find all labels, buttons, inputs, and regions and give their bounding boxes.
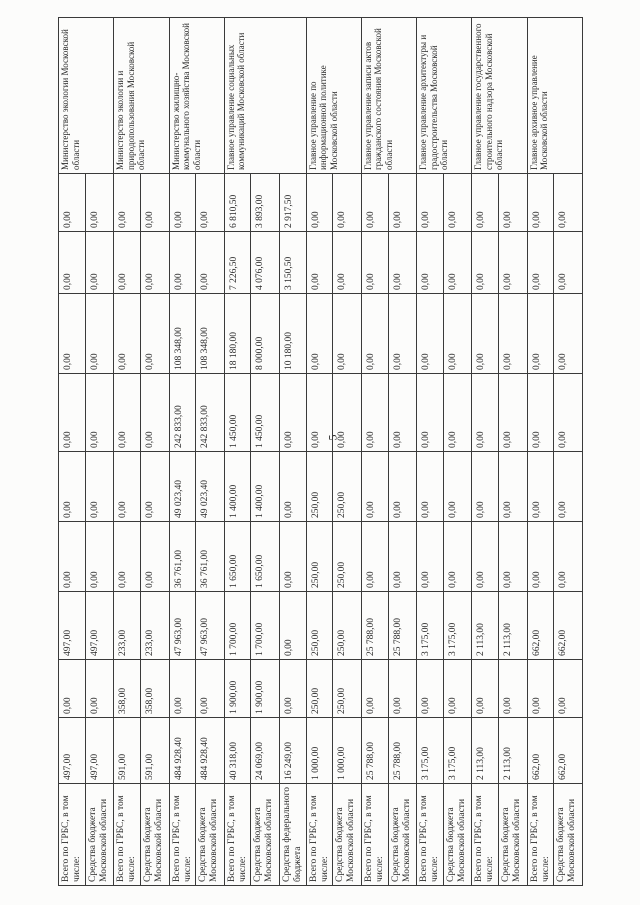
value-cell: 1 400,00 — [251, 452, 280, 522]
value-cell: 0,00 — [388, 294, 417, 374]
responsible-organization: Главное управление государственного строительного надзора Московской области — [472, 18, 527, 174]
value-cell: 0,00 — [59, 374, 86, 452]
value-cell: 497,00 — [85, 592, 114, 660]
value-cell: 484 928,40 — [196, 718, 225, 784]
value-cell: 0,00 — [85, 294, 114, 374]
page-number: 5 — [325, 434, 340, 441]
value-cell: 0,00 — [280, 522, 307, 592]
value-cell: 1 700,00 — [224, 592, 251, 660]
value-cell: 0,00 — [554, 174, 583, 232]
value-cell: 25 788,00 — [388, 592, 417, 660]
row-label: Средства бюджета Московской области — [443, 784, 472, 886]
row-label: Всего по ГРБС, в том числе: — [169, 784, 196, 886]
value-cell: 40 318,00 — [224, 718, 251, 784]
value-cell: 0,00 — [417, 294, 444, 374]
value-cell: 0,00 — [169, 660, 196, 718]
value-cell: 0,00 — [417, 232, 444, 294]
value-cell: 0,00 — [472, 374, 499, 452]
value-cell: 0,00 — [169, 174, 196, 232]
value-cell: 0,00 — [333, 294, 362, 374]
value-cell: 0,00 — [280, 374, 307, 452]
value-cell: 0,00 — [361, 232, 388, 294]
row-label: Средства бюджета Московской области — [554, 784, 583, 886]
value-cell: 0,00 — [114, 374, 141, 452]
value-cell: 1 450,00 — [251, 374, 280, 452]
value-cell: 0,00 — [140, 522, 169, 592]
value-cell: 0,00 — [388, 232, 417, 294]
value-cell: 0,00 — [499, 294, 528, 374]
value-cell: 0,00 — [59, 522, 86, 592]
value-cell: 0,00 — [554, 522, 583, 592]
value-cell: 2 917,50 — [280, 174, 307, 232]
responsible-organization: Главное управление по информационной политике Московской области — [306, 18, 361, 174]
value-cell: 25 788,00 — [361, 592, 388, 660]
value-cell: 0,00 — [333, 174, 362, 232]
value-cell: 1 900,00 — [224, 660, 251, 718]
value-cell: 25 788,00 — [388, 718, 417, 784]
value-cell: 7 226,50 — [224, 232, 251, 294]
table-row — [361, 18, 388, 886]
value-cell: 250,00 — [333, 592, 362, 660]
value-cell: 0,00 — [527, 522, 554, 592]
value-cell: 0,00 — [527, 174, 554, 232]
value-cell: 0,00 — [472, 174, 499, 232]
rotated-table-wrapper — [58, 18, 583, 886]
responsible-organization: Главное архивное управление Московской области — [527, 18, 582, 174]
table-row — [114, 18, 141, 886]
value-cell: 49 023,40 — [196, 452, 225, 522]
value-cell: 497,00 — [85, 718, 114, 784]
value-cell: 0,00 — [443, 294, 472, 374]
value-cell: 0,00 — [59, 660, 86, 718]
value-cell: 250,00 — [333, 522, 362, 592]
value-cell: 0,00 — [85, 232, 114, 294]
value-cell: 0,00 — [140, 232, 169, 294]
value-cell: 0,00 — [417, 452, 444, 522]
value-cell: 0,00 — [472, 294, 499, 374]
value-cell: 0,00 — [169, 232, 196, 294]
row-label: Всего по ГРБС, в том числе: — [417, 784, 444, 886]
value-cell: 0,00 — [361, 294, 388, 374]
responsible-organization: Главное управление архитектуры и градостроительства Московской области — [417, 18, 472, 174]
value-cell: 0,00 — [114, 294, 141, 374]
row-label: Средства бюджета Московской области — [85, 784, 114, 886]
value-cell: 0,00 — [59, 294, 86, 374]
value-cell: 36 761,00 — [196, 522, 225, 592]
value-cell: 0,00 — [196, 232, 225, 294]
value-cell: 10 180,00 — [280, 294, 307, 374]
row-label: Всего по ГРБС, в том числе: — [527, 784, 554, 886]
responsible-organization: Министерство жилищно-коммунального хозяйства Московской области — [169, 18, 224, 174]
value-cell: 0,00 — [114, 522, 141, 592]
value-cell: 0,00 — [417, 174, 444, 232]
value-cell: 0,00 — [443, 660, 472, 718]
row-label: Средства бюджета Московской области — [140, 784, 169, 886]
value-cell: 0,00 — [472, 452, 499, 522]
responsible-organization: Главное управление записи актов гражданского состояния Московской области — [361, 18, 416, 174]
value-cell: 0,00 — [59, 174, 86, 232]
row-label: Средства бюджета Московской области — [499, 784, 528, 886]
value-cell: 0,00 — [417, 522, 444, 592]
value-cell: 0,00 — [196, 174, 225, 232]
value-cell: 0,00 — [333, 374, 362, 452]
value-cell: 0,00 — [361, 522, 388, 592]
value-cell: 250,00 — [333, 660, 362, 718]
value-cell: 0,00 — [554, 232, 583, 294]
value-cell: 250,00 — [306, 592, 333, 660]
value-cell: 49 023,40 — [169, 452, 196, 522]
value-cell: 0,00 — [443, 174, 472, 232]
value-cell: 36 761,00 — [169, 522, 196, 592]
value-cell: 662,00 — [527, 718, 554, 784]
value-cell: 0,00 — [59, 232, 86, 294]
value-cell: 0,00 — [388, 174, 417, 232]
value-cell: 3 175,00 — [443, 592, 472, 660]
value-cell: 0,00 — [388, 452, 417, 522]
value-cell: 0,00 — [140, 294, 169, 374]
value-cell: 24 069,00 — [251, 718, 280, 784]
responsible-organization: Министерство экологии и природопользования Московской области — [114, 18, 169, 174]
table-row — [169, 18, 196, 886]
value-cell: 358,00 — [114, 660, 141, 718]
value-cell: 47 963,00 — [196, 592, 225, 660]
value-cell: 2 113,00 — [472, 592, 499, 660]
value-cell: 0,00 — [527, 660, 554, 718]
value-cell: 0,00 — [114, 174, 141, 232]
value-cell: 0,00 — [361, 452, 388, 522]
value-cell: 0,00 — [140, 174, 169, 232]
value-cell: 0,00 — [306, 232, 333, 294]
value-cell: 0,00 — [499, 452, 528, 522]
row-label: Средства бюджета Московской области — [333, 784, 362, 886]
value-cell: 0,00 — [527, 294, 554, 374]
value-cell: 233,00 — [114, 592, 141, 660]
value-cell: 0,00 — [59, 452, 86, 522]
value-cell: 0,00 — [443, 452, 472, 522]
value-cell: 1 000,00 — [333, 718, 362, 784]
value-cell: 0,00 — [499, 232, 528, 294]
value-cell: 0,00 — [443, 374, 472, 452]
value-cell: 0,00 — [85, 522, 114, 592]
table-row — [306, 18, 333, 886]
value-cell: 0,00 — [333, 232, 362, 294]
value-cell: 108 348,00 — [196, 294, 225, 374]
value-cell: 0,00 — [114, 452, 141, 522]
row-label: Всего по ГРБС, в том числе: — [224, 784, 251, 886]
value-cell: 0,00 — [499, 374, 528, 452]
value-cell: 2 113,00 — [499, 718, 528, 784]
value-cell: 1 900,00 — [251, 660, 280, 718]
row-label: Всего по ГРБС, в том числе: — [361, 784, 388, 886]
value-cell: 0,00 — [417, 660, 444, 718]
value-cell: 8 000,00 — [251, 294, 280, 374]
value-cell: 0,00 — [527, 232, 554, 294]
value-cell: 0,00 — [527, 374, 554, 452]
value-cell: 497,00 — [59, 592, 86, 660]
value-cell: 0,00 — [140, 452, 169, 522]
responsible-organization: Главное управление социальных коммуникаций Московской области — [224, 18, 306, 174]
responsible-organization: Министерство экологии Московской области — [59, 18, 114, 174]
table-row — [417, 18, 444, 886]
row-label: Всего по ГРБС, в том числе: — [472, 784, 499, 886]
value-cell: 0,00 — [499, 522, 528, 592]
value-cell: 4 076,00 — [251, 232, 280, 294]
row-label: Всего по ГРБС, в том числе: — [59, 784, 86, 886]
table-body — [59, 18, 583, 886]
value-cell: 0,00 — [306, 374, 333, 452]
value-cell: 242 833,00 — [169, 374, 196, 452]
value-cell: 1 700,00 — [251, 592, 280, 660]
value-cell: 662,00 — [527, 592, 554, 660]
value-cell: 1 650,00 — [224, 522, 251, 592]
value-cell: 0,00 — [140, 374, 169, 452]
value-cell: 1 000,00 — [306, 718, 333, 784]
value-cell: 0,00 — [388, 374, 417, 452]
value-cell: 0,00 — [85, 174, 114, 232]
value-cell: 0,00 — [472, 660, 499, 718]
value-cell: 47 963,00 — [169, 592, 196, 660]
value-cell: 0,00 — [443, 232, 472, 294]
row-label: Всего по ГРБС, в том числе: — [306, 784, 333, 886]
value-cell: 1 650,00 — [251, 522, 280, 592]
row-label: Средства бюджета Московской области — [196, 784, 225, 886]
value-cell: 3 150,50 — [280, 232, 307, 294]
value-cell: 6 810,50 — [224, 174, 251, 232]
value-cell: 0,00 — [361, 174, 388, 232]
value-cell: 2 113,00 — [472, 718, 499, 784]
table-row — [224, 18, 251, 886]
budget-table — [58, 17, 583, 886]
value-cell: 0,00 — [280, 592, 307, 660]
value-cell: 0,00 — [472, 522, 499, 592]
value-cell: 250,00 — [306, 522, 333, 592]
table-row — [59, 18, 86, 886]
value-cell: 0,00 — [85, 660, 114, 718]
table-row — [472, 18, 499, 886]
value-cell: 3 175,00 — [443, 718, 472, 784]
value-cell: 0,00 — [554, 294, 583, 374]
value-cell: 0,00 — [306, 174, 333, 232]
value-cell: 591,00 — [114, 718, 141, 784]
value-cell: 0,00 — [196, 660, 225, 718]
value-cell: 250,00 — [306, 660, 333, 718]
value-cell: 0,00 — [85, 452, 114, 522]
value-cell: 0,00 — [443, 522, 472, 592]
value-cell: 0,00 — [554, 452, 583, 522]
value-cell: 0,00 — [388, 522, 417, 592]
value-cell: 0,00 — [554, 374, 583, 452]
value-cell: 25 788,00 — [361, 718, 388, 784]
value-cell: 0,00 — [472, 232, 499, 294]
value-cell: 0,00 — [499, 174, 528, 232]
value-cell: 1 400,00 — [224, 452, 251, 522]
value-cell: 497,00 — [59, 718, 86, 784]
value-cell: 0,00 — [554, 660, 583, 718]
value-cell: 108 348,00 — [169, 294, 196, 374]
value-cell: 0,00 — [361, 660, 388, 718]
value-cell: 0,00 — [306, 294, 333, 374]
value-cell: 16 249,00 — [280, 718, 307, 784]
value-cell: 3 175,00 — [417, 718, 444, 784]
value-cell: 1 450,00 — [224, 374, 251, 452]
row-label: Средства бюджета Московской области — [388, 784, 417, 886]
value-cell: 0,00 — [417, 374, 444, 452]
value-cell: 591,00 — [140, 718, 169, 784]
value-cell: 662,00 — [554, 718, 583, 784]
value-cell: 662,00 — [554, 592, 583, 660]
value-cell: 0,00 — [388, 660, 417, 718]
value-cell: 18 180,00 — [224, 294, 251, 374]
row-label: Средства бюджета Московской области — [251, 784, 280, 886]
value-cell: 0,00 — [527, 452, 554, 522]
row-label: Средства федерального бюджета — [280, 784, 307, 886]
value-cell: 250,00 — [333, 452, 362, 522]
value-cell: 233,00 — [140, 592, 169, 660]
table-row — [527, 18, 554, 886]
value-cell: 242 833,00 — [196, 374, 225, 452]
value-cell: 3 893,00 — [251, 174, 280, 232]
value-cell: 0,00 — [85, 374, 114, 452]
value-cell: 0,00 — [499, 660, 528, 718]
value-cell: 2 113,00 — [499, 592, 528, 660]
value-cell: 3 175,00 — [417, 592, 444, 660]
value-cell: 0,00 — [361, 374, 388, 452]
value-cell: 250,00 — [306, 452, 333, 522]
value-cell: 0,00 — [280, 452, 307, 522]
row-label: Всего по ГРБС, в том числе: — [114, 784, 141, 886]
value-cell: 484 928,40 — [169, 718, 196, 784]
value-cell: 0,00 — [114, 232, 141, 294]
value-cell: 0,00 — [280, 660, 307, 718]
value-cell: 358,00 — [140, 660, 169, 718]
